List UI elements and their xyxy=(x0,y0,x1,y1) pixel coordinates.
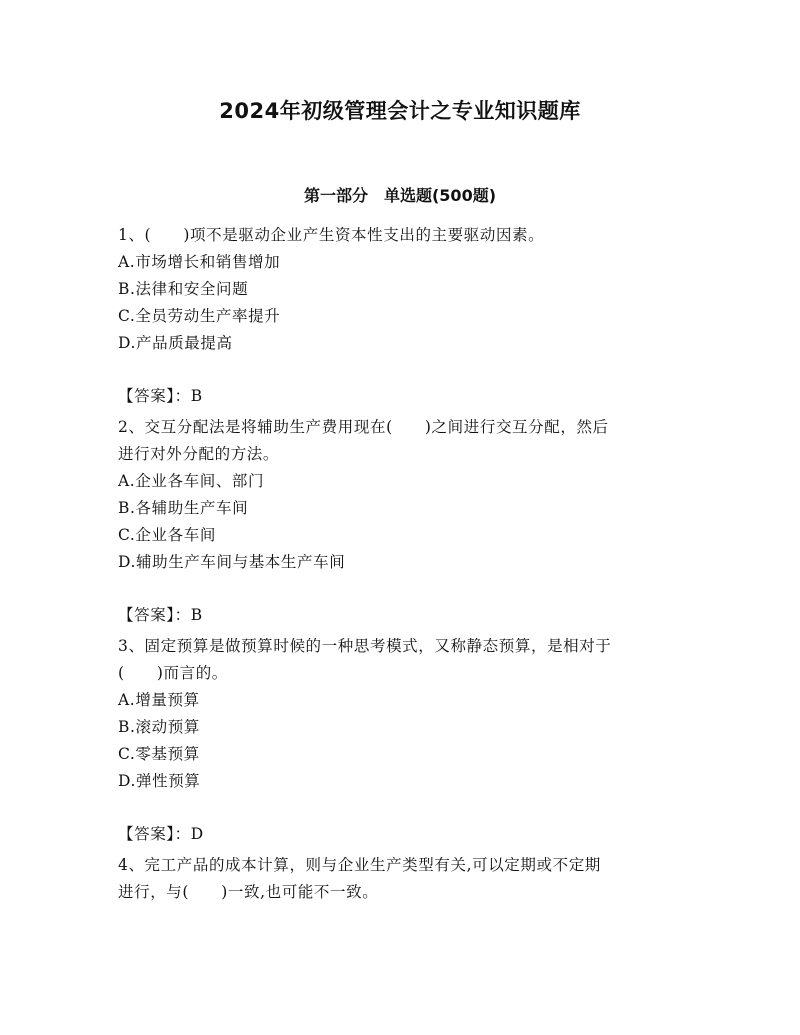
option-a: A.企业各车间、部门 xyxy=(118,472,265,490)
option-b: B.各辅助生产车间 xyxy=(118,499,249,517)
question-stem: 1、( )项不是驱动企业产生资本性支出的主要驱动因素。 xyxy=(118,226,545,244)
option-a: A.增量预算 xyxy=(118,691,200,709)
option-d: D.辅助生产车间与基本生产车间 xyxy=(118,553,346,571)
option-d: D.产品质最提高 xyxy=(118,334,233,352)
question-list xyxy=(118,222,680,906)
question-stem: 3、固定预算是做预算时候的一种思考模式，又称静态预算，是相对于 xyxy=(118,637,612,655)
answer-label: 【答案】：D xyxy=(118,825,204,843)
question-3 xyxy=(118,633,680,848)
question-2 xyxy=(118,414,680,629)
question-stem-continued: 进行对外分配的方法。 xyxy=(118,445,280,463)
option-c: C.零基预算 xyxy=(118,745,200,763)
option-c: C.全员劳动生产率提升 xyxy=(118,307,281,325)
option-b: B.法律和安全问题 xyxy=(118,280,249,298)
answer-label: 【答案】：B xyxy=(118,387,203,405)
question-stem: 2、交互分配法是将辅助生产费用现在( )之间进行交互分配，然后 xyxy=(118,418,609,436)
question-stem-continued: 进行，与( )一致,也可能不一致。 xyxy=(118,883,379,901)
option-c: C.企业各车间 xyxy=(118,526,216,544)
option-d: D.弹性预算 xyxy=(118,772,201,790)
question-1 xyxy=(118,222,680,410)
option-b: B.滚动预算 xyxy=(118,718,200,736)
document-title: 2024年初级管理会计之专业知识题库 xyxy=(219,99,581,123)
option-a: A.市场增长和销售增加 xyxy=(118,253,281,271)
question-4 xyxy=(118,852,680,906)
question-stem: 4、完工产品的成本计算，则与企业生产类型有关,可以定期或不定期 xyxy=(118,856,601,874)
section-heading: 第一部分 单选题(500题) xyxy=(303,186,497,205)
question-stem-continued: ( )而言的。 xyxy=(118,664,228,682)
answer-label: 【答案】：B xyxy=(118,606,203,624)
